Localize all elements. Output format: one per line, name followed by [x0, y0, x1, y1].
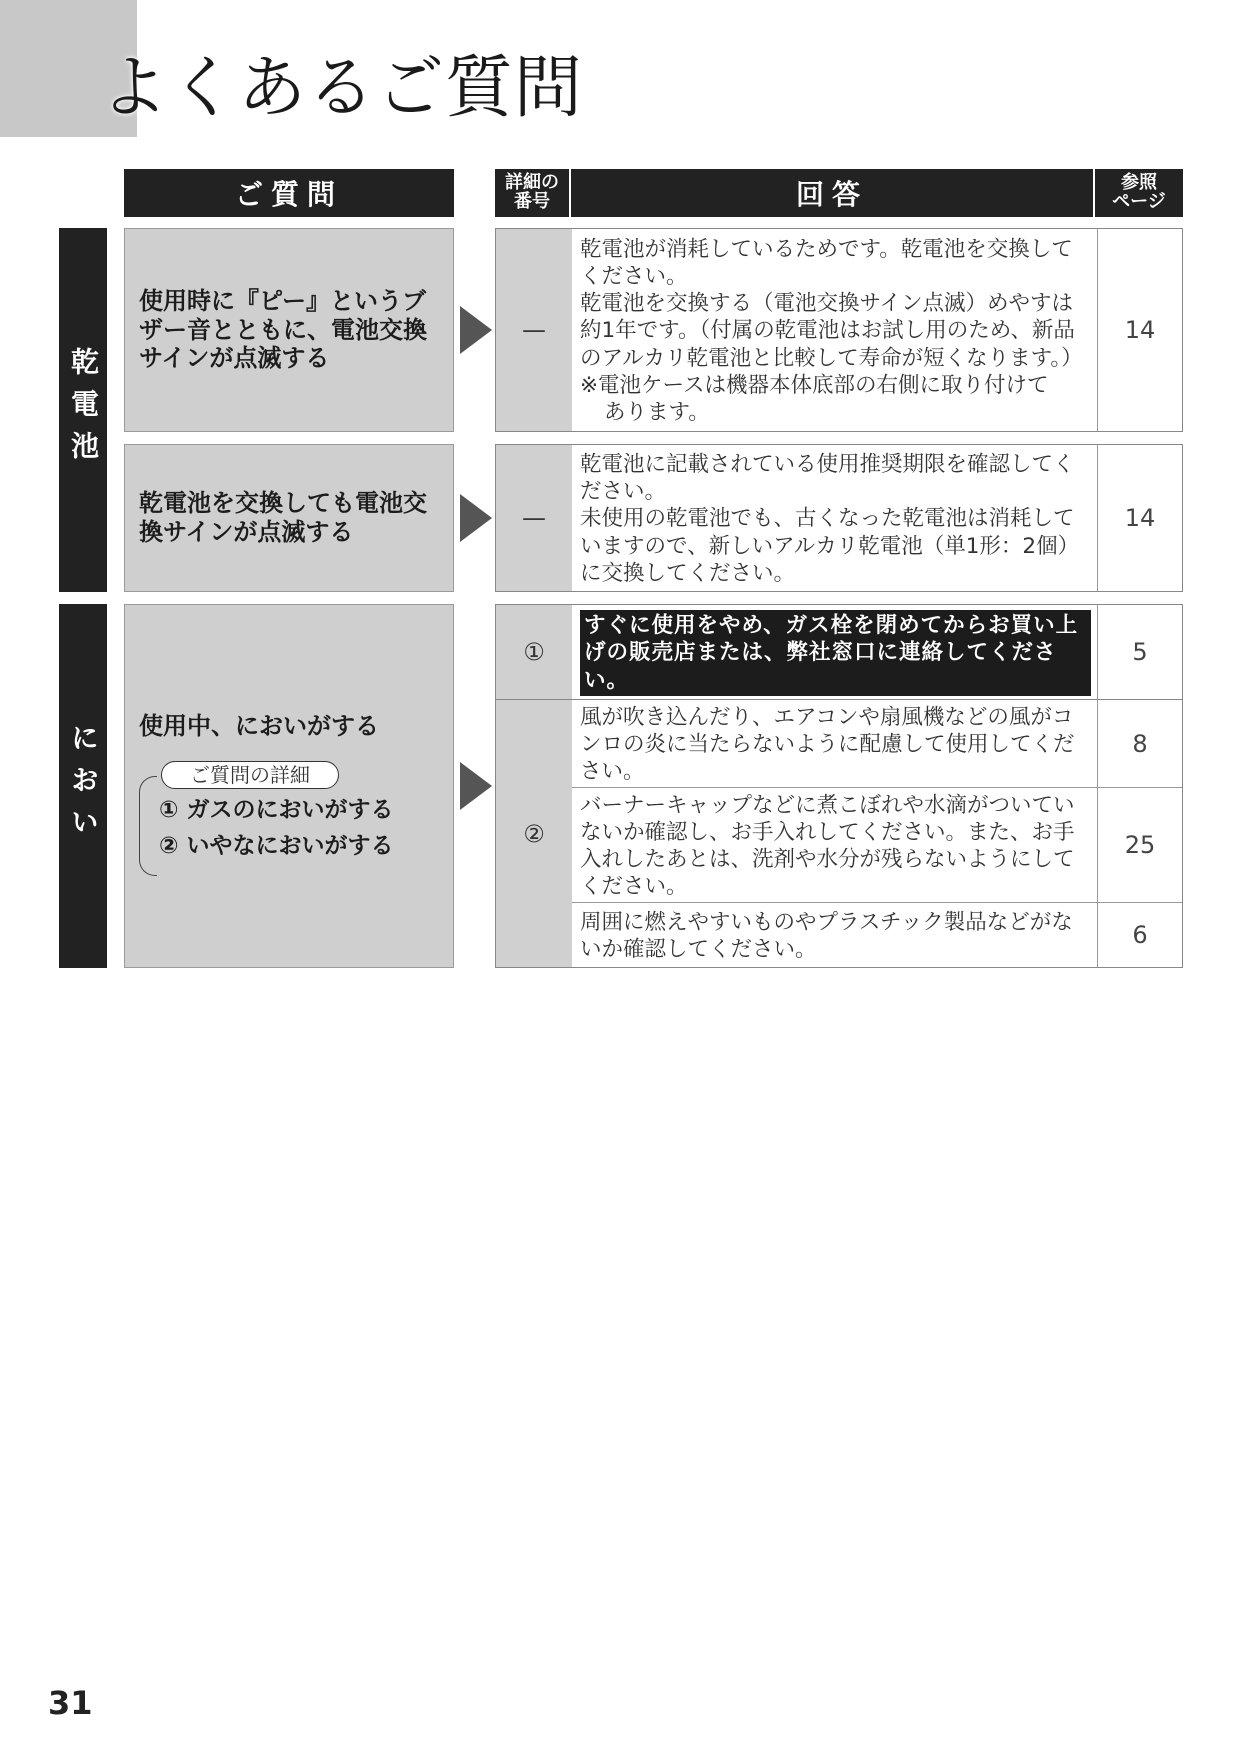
answer-row — [572, 902, 1182, 967]
answer-text — [572, 445, 1098, 591]
detail-label: ご質問の詳細 — [161, 761, 339, 789]
answer-text — [572, 229, 1098, 431]
answer-text — [572, 788, 1098, 902]
answer-row — [572, 445, 1182, 591]
reference-page: 8 — [1132, 729, 1148, 758]
answer-row — [572, 787, 1182, 902]
arrow-icon — [460, 306, 492, 354]
answer-note-cont: あります。 — [604, 399, 710, 425]
page-title: よくあるご質問 — [100, 49, 584, 128]
answer-warning: すぐに使用をやめ、ガス栓を閉めてからお買い上げの販売店または、弊社窓口に連絡してください。 — [580, 610, 1091, 695]
question-battery-buzzer — [124, 228, 454, 432]
answer-row — [572, 605, 1182, 699]
detail-item-unpleasant: ② いやなにおいがする — [159, 832, 394, 859]
question-battery-still-blinking — [124, 444, 454, 592]
page-number: 31 — [48, 1684, 93, 1722]
reference-page: 14 — [1124, 316, 1156, 344]
detail-number: — — [496, 229, 572, 431]
header-reference-page — [1095, 169, 1183, 217]
answer-text — [572, 605, 1098, 699]
detail-item-gas: ① ガスのにおいがする — [159, 797, 394, 824]
answer-row — [572, 700, 1182, 787]
answer-line: 乾電池を交換する（電池交換サイン点滅）めやすは約1年です。（付属の乾電池はお試し用のため、新品のアルカリ乾電池と比較して寿命が短くなります。） — [580, 291, 1083, 371]
header-detail-number-line2: 番号 — [514, 191, 550, 212]
question-text: 使用時に『ピー』というブザー音とともに、電池交換サインが点滅する — [139, 286, 427, 373]
reference-page: 25 — [1124, 831, 1156, 859]
reference-page: 14 — [1124, 504, 1156, 532]
question-text: 使用中、においがする — [139, 711, 379, 740]
answer-text — [572, 700, 1098, 787]
answer-block-smell-2 — [495, 699, 1183, 968]
answer-text — [572, 903, 1098, 967]
answer-block-battery-2 — [495, 444, 1183, 592]
header-detail-number — [495, 169, 569, 217]
question-detail — [139, 760, 439, 860]
header-answer: 回答 — [571, 169, 1093, 217]
header-reference-line2: ページ — [1112, 191, 1166, 212]
question-text: 乾電池を交換しても電池交換サインが点滅する — [139, 489, 427, 546]
answer-block-battery-1 — [495, 228, 1183, 432]
arrow-icon — [460, 494, 492, 542]
category-battery: 乾電池 — [59, 228, 107, 592]
answer-note: ※電池ケースは機器本体底部の右側に取り付けて — [580, 372, 1049, 398]
question-smell — [124, 604, 454, 968]
header-question: ご質問 — [124, 169, 454, 217]
category-smell: におい — [59, 604, 107, 968]
answer-line: 風が吹き込んだり、エアコンや扇風機などの風がコンロの炎に当たらないように配慮して使用してください。 — [580, 704, 1075, 785]
answer-block-smell-1 — [495, 604, 1183, 700]
header-detail-number-line1: 詳細の — [505, 172, 559, 194]
reference-page: 5 — [1132, 638, 1148, 666]
header-reference-line1: 参照 — [1121, 172, 1157, 194]
reference-page: 6 — [1132, 921, 1148, 949]
answer-line: バーナーキャップなどに煮こぼれや水滴がついていないか確認し、お手入れしてください。また、お手入れしたあとは、洗剤や水分が残らないようにしてください。 — [580, 792, 1075, 900]
detail-number: — — [496, 445, 572, 591]
answer-line: 未使用の乾電池でも、古くなった乾電池は消耗していますので、新しいアルカリ乾電池（単1形：2個）に交換してください。 — [580, 506, 1080, 586]
arrow-icon — [460, 762, 492, 810]
answer-line: 乾電池が消耗しているためです。乾電池を交換してください。 — [580, 237, 1073, 290]
answer-row — [572, 229, 1182, 431]
detail-number: ② — [496, 700, 572, 967]
bracket-line — [139, 776, 157, 876]
detail-number: ① — [496, 605, 572, 699]
answer-line: 周囲に燃えやすいものやプラスチック製品などがないか確認してください。 — [580, 909, 1073, 962]
answer-line: 乾電池に記載されている使用推奨期限を確認してください。 — [580, 452, 1075, 505]
